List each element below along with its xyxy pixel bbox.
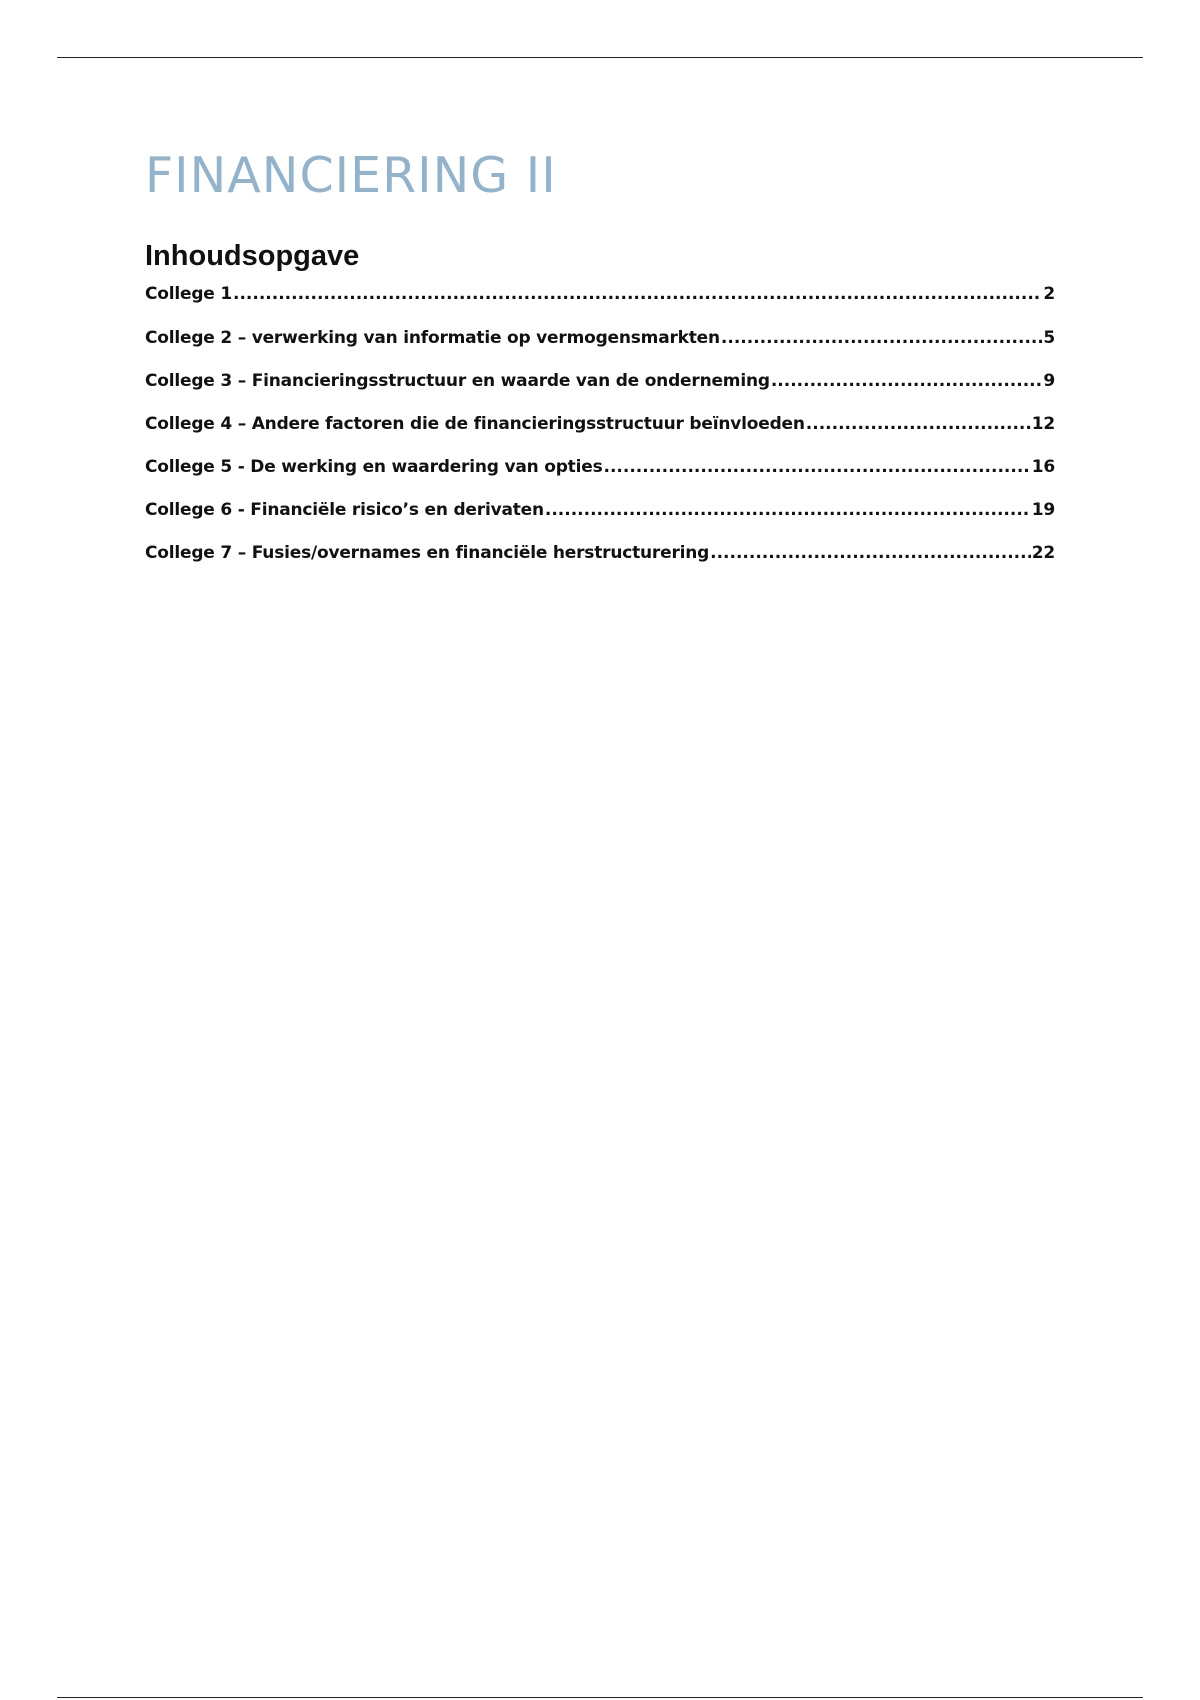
table-of-contents — [145, 284, 1055, 586]
toc-entry-college-4[interactable] — [145, 414, 1055, 457]
toc-entry-label: College 1 — [145, 284, 232, 304]
toc-dot-leader — [710, 543, 1031, 563]
toc-dot-leader — [233, 284, 1042, 304]
toc-entry-page-number: 5 — [1043, 328, 1055, 348]
toc-entry-college-7[interactable] — [145, 543, 1055, 586]
toc-dot-leader — [806, 414, 1031, 434]
toc-entry-label: College 6 - Financiële risico’s en derivaten — [145, 500, 544, 520]
toc-entry-label: College 5 - De werking en waardering van opties — [145, 457, 603, 477]
toc-entry-college-2[interactable] — [145, 328, 1055, 371]
toc-entry-label: College 7 – Fusies/overnames en financiële herstructurering — [145, 543, 710, 563]
toc-entry-college-6[interactable] — [145, 500, 1055, 543]
toc-entry-page-number: 16 — [1031, 457, 1055, 477]
toc-dot-leader — [545, 500, 1031, 520]
toc-dot-leader — [721, 328, 1042, 348]
toc-entry-college-3[interactable] — [145, 371, 1055, 414]
footer-rule — [57, 1697, 1143, 1698]
toc-entry-page-number: 9 — [1043, 371, 1055, 391]
toc-dot-leader — [771, 371, 1043, 391]
toc-entry-label: College 4 – Andere factoren die de financieringsstructuur beïnvloeden — [145, 414, 805, 434]
header-rule — [57, 57, 1143, 58]
toc-dot-leader — [604, 457, 1031, 477]
toc-entry-college-1[interactable] — [145, 284, 1055, 328]
toc-entry-label: College 3 – Financieringsstructuur en waarde van de onderneming — [145, 371, 770, 391]
toc-entry-page-number: 19 — [1031, 500, 1055, 520]
toc-entry-page-number: 2 — [1043, 284, 1055, 304]
page-content — [145, 140, 1055, 586]
toc-entry-label: College 2 – verwerking van informatie op vermogensmarkten — [145, 328, 720, 348]
document-title: FINANCIERING II — [145, 147, 557, 204]
toc-entry-college-5[interactable] — [145, 457, 1055, 500]
toc-heading: Inhoudsopgave — [145, 240, 360, 272]
toc-entry-page-number: 12 — [1031, 414, 1055, 434]
toc-entry-page-number: 22 — [1031, 543, 1055, 563]
